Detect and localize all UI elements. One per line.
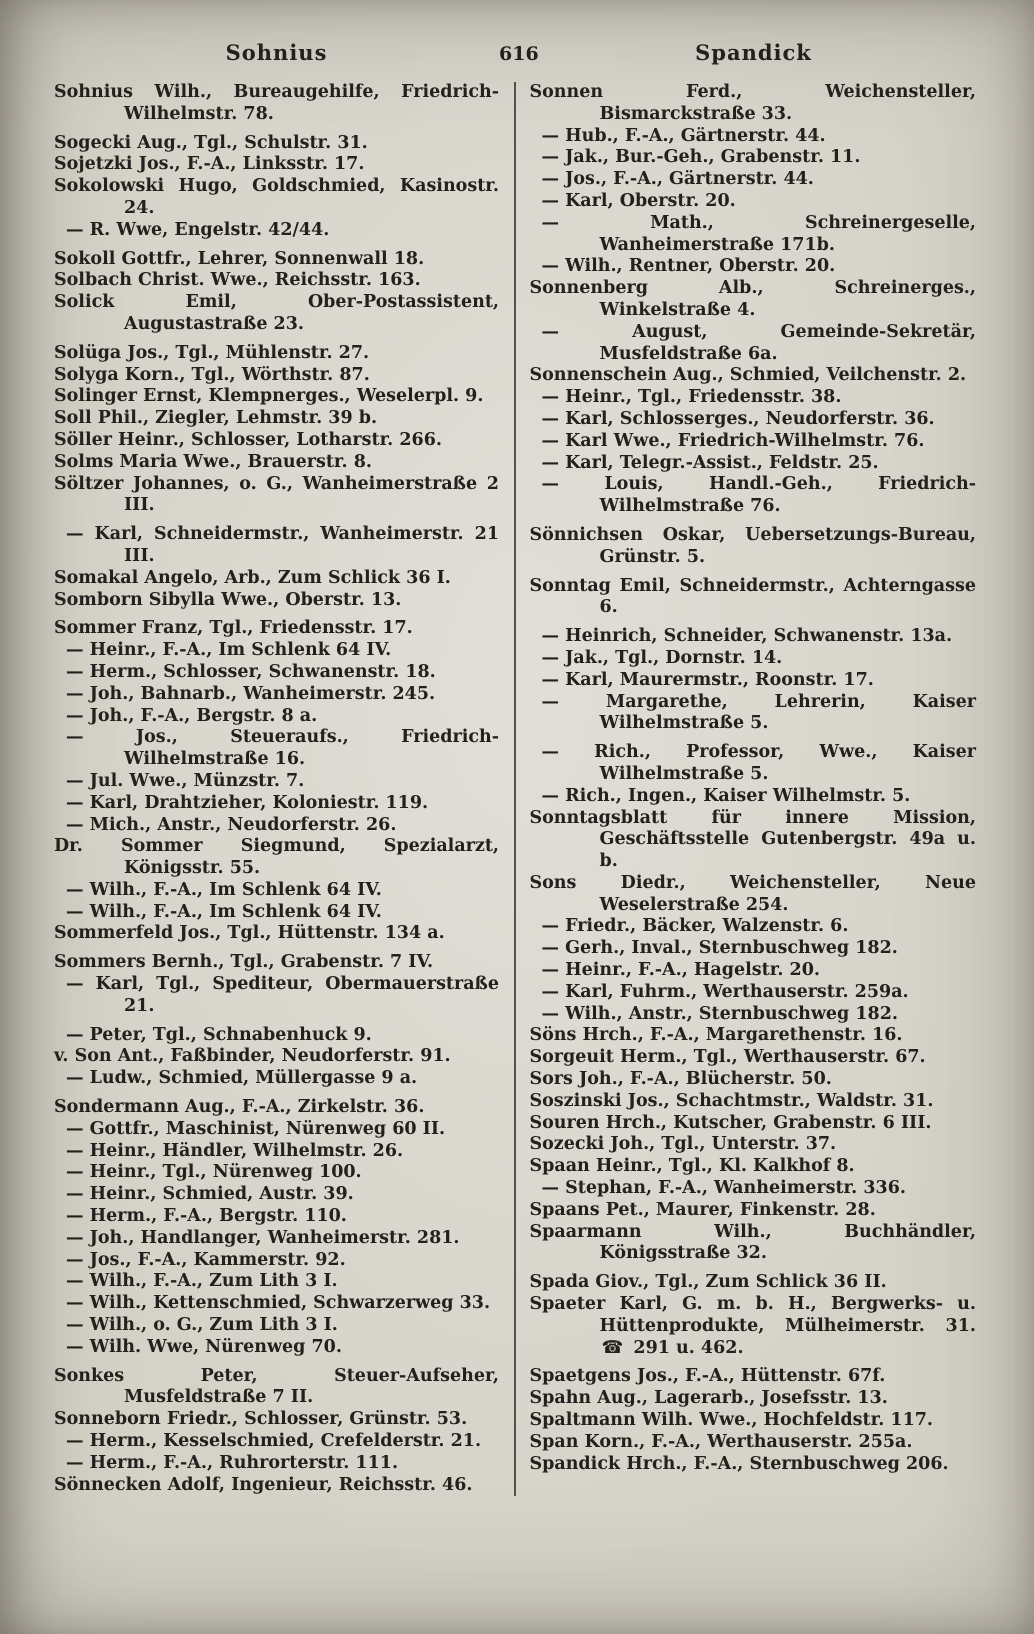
- directory-entry: — Wilh., F.-A., Zum Lith 3 I.: [66, 1271, 338, 1292]
- directory-entry: — Math., Schreinergeselle, Wanheimerstraße 171b.: [541, 212, 976, 255]
- directory-entry: — Jul. Wwe., Münzstr. 7.: [66, 770, 305, 791]
- directory-entry: v. Son Ant., Faßbinder, Neudorferstr. 91.: [54, 1046, 451, 1067]
- directory-entry: Söns Hrch., F.-A., Margarethenstr. 16.: [529, 1025, 903, 1046]
- directory-entry: — Karl, Tgl., Spediteur, Obermauerstraße 21.: [66, 974, 499, 1016]
- directory-entry: — Karl, Drahtzieher, Koloniestr. 119.: [66, 792, 429, 813]
- directory-entry: — Karl Wwe., Friedrich-Wilhelmstr. 76.: [541, 430, 925, 451]
- directory-entry: — Heinr., F.-A., Hagelstr. 20.: [541, 960, 820, 981]
- directory-entry: Sonkes Peter, Steuer-Aufseher, Musfeldstraße 7 II.: [54, 1365, 499, 1408]
- directory-entry: — Heinrich, Schneider, Schwanenstr. 13a.: [541, 626, 953, 647]
- directory-entry: — Karl, Maurermstr., Roonstr. 17.: [541, 669, 874, 690]
- directory-entry: Sommerfeld Jos., Tgl., Hüttenstr. 134 a.: [54, 923, 445, 944]
- directory-entry: — Joh., Bahnarb., Wanheimerstr. 245.: [66, 683, 436, 704]
- directory-entry: — Wilh., Anstr., Sternbuschweg 182.: [541, 1003, 899, 1024]
- directory-entry: — Herm., F.-A., Bergstr. 110.: [66, 1206, 347, 1227]
- directory-entry: Solüga Jos., Tgl., Mühlenstr. 27.: [54, 342, 370, 363]
- directory-entry: — Heinr., Tgl., Nürenweg 100.: [66, 1162, 362, 1183]
- directory-entry: — Jos., F.-A., Gärtnerstr. 44.: [541, 169, 814, 190]
- directory-entry: Sojetzki Jos., F.-A., Linksstr. 17.: [54, 154, 365, 175]
- directory-columns: [54, 82, 976, 1496]
- directory-entry: — Jos., F.-A., Kammerstr. 92.: [66, 1249, 346, 1270]
- directory-entry: Sondermann Aug., F.-A., Zirkelstr. 36.: [54, 1097, 425, 1118]
- directory-entry: Sozecki Joh., Tgl., Unterstr. 37.: [529, 1134, 837, 1155]
- directory-entry: Somakal Angelo, Arb., Zum Schlick 36 I.: [54, 567, 451, 588]
- directory-entry: — Rich., Professor, Wwe., Kaiser Wilhelmstraße 5.: [541, 742, 976, 784]
- directory-entry: — Wilh. Wwe, Nürenweg 70.: [66, 1336, 342, 1357]
- directory-entry: — Karl, Oberstr. 20.: [541, 190, 736, 211]
- directory-entry: Söller Heinr., Schlosser, Lotharstr. 266.: [54, 429, 442, 450]
- directory-entry: Sommer Franz, Tgl., Friedensstr. 17.: [54, 618, 413, 639]
- directory-entry: — Peter, Tgl., Schnabenhuck 9.: [66, 1024, 372, 1045]
- column-divider: [514, 82, 516, 1496]
- directory-entry: Sonnenschein Aug., Schmied, Veilchenstr. 2.: [529, 365, 967, 386]
- directory-entry: — Karl, Schlosserges., Neudorferstr. 36.: [541, 408, 935, 429]
- directory-entry: — Wilh., Rentner, Oberstr. 20.: [541, 256, 836, 277]
- directory-entry: Spaarmann Wilh., Buchhändler, Königsstraße 32.: [529, 1221, 976, 1264]
- directory-entry: — Louis, Handl.-Geh., Friedrich-Wilhelmstraße 76.: [541, 474, 976, 517]
- directory-entry: — Herm., Schlosser, Schwanenstr. 18.: [66, 661, 436, 682]
- directory-entry: Sonneborn Friedr., Schlosser, Grünstr. 53.: [54, 1409, 468, 1430]
- directory-entry: Solms Maria Wwe., Brauerstr. 8.: [54, 451, 372, 472]
- directory-entry: — Heinr., Tgl., Friedensstr. 38.: [541, 387, 842, 408]
- right-column: [530, 82, 977, 1496]
- directory-entry: Söltzer Johannes, o. G., Wanheimerstraße 2 III.: [54, 473, 499, 516]
- directory-entry: — Joh., Handlanger, Wanheimerstr. 281.: [66, 1227, 460, 1248]
- directory-entry: Sonnen Ferd., Weichensteller, Bismarckstraße 33.: [529, 82, 976, 124]
- directory-entry: — Friedr., Bäcker, Walzenstr. 6.: [541, 916, 849, 937]
- directory-entry: — Wilh., F.-A., Im Schlenk 64 IV.: [66, 879, 382, 900]
- directory-entry: Sonntag Emil, Schneidermstr., Achterngasse 6.: [529, 575, 976, 618]
- directory-entry: — Heinr., Schmied, Austr. 39.: [66, 1184, 354, 1205]
- directory-entry: — Rich., Ingen., Kaiser Wilhelmstr. 5.: [541, 785, 911, 806]
- directory-entry: Sönnichsen Oskar, Uebersetzungs-Bureau, Grünstr. 5.: [529, 524, 976, 567]
- directory-entry: Somborn Sibylla Wwe., Oberstr. 13.: [54, 589, 402, 610]
- directory-entry: — Hub., F.-A., Gärtnerstr. 44.: [541, 125, 826, 146]
- telephone-icon: ☎: [601, 1337, 624, 1358]
- directory-entry: — Karl, Telegr.-Assist., Feldstr. 25.: [541, 452, 879, 473]
- directory-entry: Solbach Christ. Wwe., Reichsstr. 163.: [54, 270, 421, 291]
- directory-entry: Solick Emil, Ober-Postassistent, Augustastraße 23.: [54, 292, 499, 334]
- directory-entry: Spaan Heinr., Tgl., Kl. Kalkhof 8.: [529, 1156, 855, 1177]
- page-number: 616: [499, 43, 539, 65]
- directory-entry: Spaans Pet., Maurer, Finkenstr. 28.: [529, 1199, 876, 1220]
- directory-entry: — Wilh., o. G., Zum Lith 3 I.: [66, 1315, 338, 1336]
- directory-entry: — Ludw., Schmied, Müllergasse 9 a.: [66, 1068, 418, 1089]
- directory-entry: Soszinski Jos., Schachtmstr., Waldstr. 31.: [529, 1090, 934, 1111]
- directory-entry: Sorgeuit Herm., Tgl., Werthauserstr. 67.: [529, 1047, 926, 1068]
- directory-entry: Solinger Ernst, Klempnerges., Weselerpl. 9.: [54, 386, 484, 407]
- directory-entry: Spaltmann Wilh. Wwe., Hochfeldstr. 117.: [529, 1410, 934, 1431]
- directory-entry: Spada Giov., Tgl., Zum Schlick 36 II.: [529, 1272, 887, 1293]
- directory-entry: — Jos., Steueraufs., Friedrich-Wilhelmstraße 16.: [66, 727, 499, 770]
- directory-entry: — August, Gemeinde-Sekretär, Musfeldstraße 6a.: [541, 321, 976, 364]
- directory-entry: Sonnenberg Alb., Schreinerges., Winkelstraße 4.: [529, 278, 976, 320]
- directory-entry: — Jak., Bur.-Geh., Grabenstr. 11.: [541, 147, 861, 168]
- directory-entry: Sors Joh., F.-A., Blücherstr. 50.: [529, 1069, 832, 1090]
- directory-entry: — Joh., F.-A., Bergstr. 8 a.: [66, 705, 318, 726]
- directory-entry: Solyga Korn., Tgl., Wörthstr. 87.: [54, 364, 370, 385]
- directory-entry: — Heinr., Händler, Wilhelmstr. 26.: [66, 1140, 404, 1161]
- left-column: [54, 82, 499, 1496]
- directory-entry: Sokolowski Hugo, Goldschmied, Kasinostr. 24.: [54, 176, 499, 218]
- directory-entry: — R. Wwe, Engelstr. 42/44.: [66, 219, 330, 240]
- header-left-keyword: Sohnius: [225, 40, 328, 65]
- directory-entry: — Herm., F.-A., Ruhrorterstr. 111.: [66, 1452, 399, 1473]
- directory-entry: Spaeter Karl, G. m. b. H., Bergwerks- u. Hüttenprodukte, Mülheimerstr. 31. ☎ 291 u. 462.: [529, 1294, 976, 1358]
- running-header: [54, 40, 976, 65]
- directory-entry: Soll Phil., Ziegler, Lehmstr. 39 b.: [54, 408, 378, 429]
- directory-entry: — Karl, Fuhrm., Werthauserstr. 259a.: [541, 981, 909, 1002]
- directory-entry: — Herm., Kesselschmied, Crefelderstr. 21.: [66, 1431, 482, 1452]
- directory-entry: Sommers Bernh., Tgl., Grabenstr. 7 IV.: [54, 952, 434, 973]
- directory-entry: Span Korn., F.-A., Werthauserstr. 255a.: [529, 1431, 913, 1452]
- directory-entry: Sonntagsblatt für innere Mission, Geschäftsstelle Gutenbergstr. 49a u. b.: [529, 807, 976, 872]
- directory-entry: Spahn Aug., Lagerarb., Josefsstr. 13.: [529, 1388, 888, 1409]
- directory-entry: — Mich., Anstr., Neudorferstr. 26.: [66, 814, 397, 835]
- directory-entry: — Wilh., F.-A., Im Schlenk 64 IV.: [66, 901, 382, 922]
- directory-entry: Souren Hrch., Kutscher, Grabenstr. 6 III.: [529, 1112, 932, 1133]
- directory-entry: — Stephan, F.-A., Wanheimerstr. 336.: [541, 1178, 906, 1199]
- directory-entry: — Gottfr., Maschinist, Nürenweg 60 II.: [66, 1118, 446, 1139]
- directory-entry: Sons Diedr., Weichensteller, Neue Weselerstraße 254.: [529, 872, 976, 915]
- header-right-keyword: Spandick: [695, 40, 812, 65]
- directory-entry: Spandick Hrch., F.-A., Sternbuschweg 206.: [529, 1453, 949, 1474]
- directory-entry: Dr. Sommer Siegmund, Spezialarzt, Königsstr. 55.: [54, 836, 499, 879]
- directory-entry: Sogecki Aug., Tgl., Schulstr. 31.: [54, 132, 368, 153]
- directory-entry: — Karl, Schneidermstr., Wanheimerstr. 21 III.: [66, 524, 499, 566]
- directory-entry: — Jak., Tgl., Dornstr. 14.: [541, 647, 783, 668]
- directory-entry: — Wilh., Kettenschmied, Schwarzerweg 33.: [66, 1293, 491, 1314]
- directory-entry: — Heinr., F.-A., Im Schlenk 64 IV.: [66, 640, 392, 661]
- directory-entry: Sohnius Wilh., Bureaugehilfe, Friedrich-Wilhelmstr. 78.: [54, 82, 499, 124]
- directory-entry: Sokoll Gottfr., Lehrer, Sonnenwall 18.: [54, 248, 425, 269]
- directory-entry: — Margarethe, Lehrerin, Kaiser Wilhelmstraße 5.: [541, 691, 976, 734]
- directory-entry: Spaetgens Jos., F.-A., Hüttenstr. 67f.: [529, 1366, 886, 1387]
- directory-entry: Sönnecken Adolf, Ingenieur, Reichsstr. 46.: [54, 1474, 473, 1495]
- directory-entry: — Gerh., Inval., Sternbuschweg 182.: [541, 938, 898, 959]
